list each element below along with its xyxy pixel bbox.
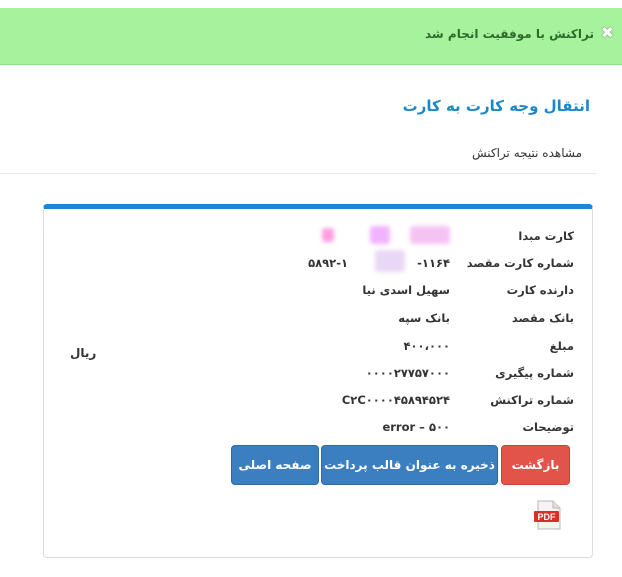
dest-card-value-a: ۱۱۶۴- — [417, 256, 450, 270]
redacted-source-card — [370, 226, 390, 244]
dest-card-label: شماره کارت مقصد — [466, 256, 574, 270]
transaction-label: شماره تراکنش — [490, 393, 574, 407]
redacted-dest-card — [375, 250, 405, 272]
back-button[interactable]: بازگشت — [501, 445, 570, 485]
description-label: توضیحات — [522, 420, 574, 434]
amount-unit: ریال — [70, 346, 97, 360]
amount-label: مبلغ — [549, 339, 574, 353]
amount-value: ۴۰۰،۰۰۰ — [403, 339, 450, 353]
pdf-icon[interactable] — [534, 500, 562, 530]
save-template-button[interactable]: ذخیره به عنوان قالب پرداخت — [321, 445, 498, 485]
page-title: انتقال وجه کارت به کارت — [402, 97, 590, 115]
close-icon[interactable]: ✖ — [600, 23, 614, 42]
alert-message: تراکنش با موفقیت انجام شد — [425, 27, 594, 41]
dest-bank-label: بانک مقصد — [511, 311, 574, 325]
tracking-label: شماره پیگیری — [495, 366, 574, 380]
success-alert — [0, 8, 622, 65]
home-button[interactable]: صفحه اصلی — [231, 445, 319, 485]
redacted-source-card — [322, 228, 334, 242]
redacted-source-card — [410, 226, 450, 244]
transaction-value: C۲C۰۰۰۰۴۵۸۹۴۵۲۴ — [341, 393, 450, 407]
divider — [0, 173, 596, 174]
holder-label: دارنده کارت — [506, 283, 574, 297]
dest-bank-value: بانک سپه — [398, 311, 450, 325]
pdf-label: PDF — [537, 512, 556, 522]
page-subtitle: مشاهده نتیجه تراکنش — [471, 146, 582, 160]
holder-value: سهیل اسدی نیا — [362, 283, 450, 297]
description-value: ۵۰۰ – error — [382, 420, 450, 434]
dest-card-value-b: ۵۸۹۲-۱ — [308, 256, 348, 270]
tracking-value: ۰۰۰۰۲۷۷۵۷۰۰۰ — [365, 366, 450, 380]
source-card-label: کارت مبدا — [518, 229, 574, 243]
